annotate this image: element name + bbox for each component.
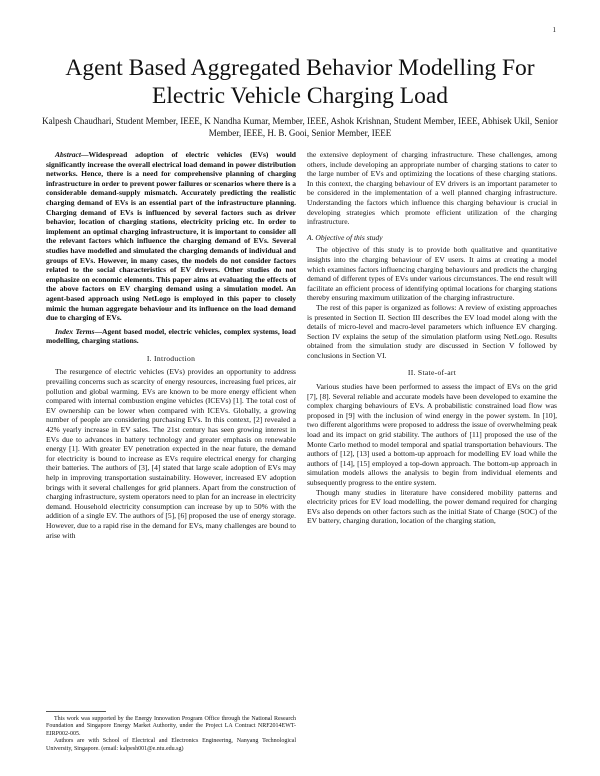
abstract [46,150,296,323]
footnote-funding: This work was supported by the Energy Innovation Program Office through the National Research Foundation and Singapore Energy Market Authority, under the Project LA Contract NRF2014EWT-EIRP002-005. [46,716,296,737]
index-terms-label: Index Terms [55,326,95,336]
abstract-label: Abstract [55,150,81,159]
abstract-text: —Widespread adoption of electric vehicles (EVs) would significantly increase the overall electrical load demand in power distribution networks. Hence, there is a need for comprehensive planning of charging infrastructure in order to prevent power failures or scenarios where there is a considerable demand-supply mismatch. Accurately predicting the realistic charging demand of EVs is an essential part of the infrastructure planning. Charging demand of EVs is influenced by several factors such as driver behavior, location of charging stations, electricity pricing etc. In order to implement an optimal charging infrastructure, it is important to consider all the relevant factors which influence the charging demand of EVs. Several studies have modelled and simulated the charging demands of individual and groups of EVs. However, in many cases, the models do not consider factors related to the social characteristics of EV drivers. Other studies do not emphasize on economic elements. This paper aims at evaluating the effects of the above factors on EV charging demand using a simulation model. An agent-based approach using NetLogo is employed in this paper to closely mimic the human aggregate behaviour and its influence on the load demand due to charging of EVs. [46,150,296,323]
footnote-rule [46,711,106,712]
state-of-art-paragraph-2: Though many studies in literature have considered mobility patterns and electricity prices for EV load modelling, the power demand required for charging EVs also depends on other factors such as the initial State of Charge (SOC) of the EV battery, charging duration, location of the charging station, [307,487,557,526]
footnote-affiliation: Authors are with School of Electrical and Electronics Engineering, Nanyang Technological University, Singapore. (email: kalpesh001@e.ntu.edu.sg) [46,738,296,752]
left-column [46,150,296,540]
footnotes [46,716,296,753]
author-list: Kalpesh Chaudhari, Student Member, IEEE, K Nandha Kumar, Member, IEEE, Ashok Krishnan, Student Member, IEEE, Abhisek Ukil, Senior Member, IEEE, H. B. Gooi, Senior Member, IEEE [42,116,558,138]
index-terms [46,327,296,346]
right-column [307,150,557,526]
intro-continuation: the extensive deployment of charging infrastructure. These challenges, among others, include developing an appropriate number of charging stations to cater to the large number of EVs and optimizing the locations of these charging stations. In this context, the charging behaviour of EV drivers is an important parameter to be considered in the implementation of a well planned charging infrastructure. Understanding the factors which influence this charging behaviour is crucial in developing strategies which promote efficient utilization of the charging infrastructure. [307,150,557,227]
organization-paragraph: The rest of this paper is organized as follows: A review of existing approaches is presented in Section II. Section III describes the EV load model along with the details of micro-level and macro-level parameters which influence EV charging. Section IV explains the setup of the simulation platform using NetLogo. Results obtained from the simulation study are discussed in Section V followed by conclusions in Section VI. [307,302,557,360]
index-terms-text: —Agent based model, electric vehicles, complex systems, load modelling, charging stations. [46,326,296,346]
intro-paragraph: The resurgence of electric vehicles (EVs) provides an opportunity to address prevailing concerns such as scarcity of energy resources, increasing fuel prices, air pollution and global warming. EVs are known to be more energy efficient when compared with internal combustion engine vehicles (ICEVs) [1]. The total cost of EV ownership can be lower when compared with ICEVs. Globally, a growing number of people are considering purchasing EVs. In this context, [2] revealed a 42% yearly increase in EV sales. The 21st century has seen growing interest in EVs due to advances in battery technology and greater emphasis on renewable energy [1]. With greater EV penetration expected in the near future, the demand for electricity is bound to increase as EVs require electrical energy for charging their batteries. The authors of [3], [4] stated that large scale adoption of EVs may help in improving transportation sustainability. However, increased EV adoption brings with it several challenges for grid planners. Apart from the construction of charging infrastructure, system operators need to plan for an increase in electricity demand. Household electricity consumption can increase by up to 50% with the addition of a single EV. The authors of [5], [6] proposed the use of energy storage. However, due to a rapid rise in the demand for EVs, many challenges are bound to arise with [46,367,296,540]
section-heading-state-of-art: II. State-of-art [407,368,457,378]
paper-title: Agent Based Aggregated Behavior Modelling For Electric Vehicle Charging Load [65,55,535,109]
objective-paragraph: The objective of this study is to provide both qualitative and quantitative insights into the charging behaviour of EV users. It aims at creating a model which examines factors influencing charging behaviours and predicts the charging demand of different types of EVs under various circumstances. The end result will facilitate an efficient process of identifying optimal locations for charging stations thereby ensuring maximum utilization of the charging infrastructure. [307,245,557,303]
state-of-art-paragraph-1: Various studies have been performed to assess the impact of EVs on the grid [7], [8]. Several reliable and accurate models have been developed to examine the complex charging behaviours of EVs. A probabilistic constrained load flow was proposed in [9] with the inclusion of wind energy in the power system. In [10], two different algorithms were proposed to address the issue of overwhelming peak load and its impact on grid stability. The authors of [11] proposed the use of the Monte Carlo method to model temporal and spatial transportation behaviours. The authors of [12], [13] used a bottom-up approach for modelling EV load while the authors of [14], [15] employed a top-down approach. The bottom-up approach in simulation models allows the analysis to begin from individual elements and subsequently progress to the entire system. [307,382,557,487]
page-number: 1 [552,26,556,34]
subsection-heading-objective: A. Objective of this study [307,232,383,242]
section-heading-introduction: I. Introduction [146,353,196,363]
